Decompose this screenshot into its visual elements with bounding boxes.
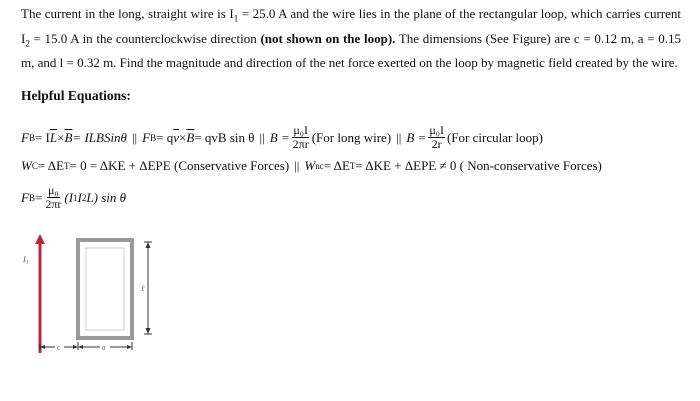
arrowhead-icon [78,345,83,349]
subscript: T [64,161,70,171]
separator: || [259,129,265,145]
eq-text: = I [34,129,50,145]
loop-wire-figure [20,228,170,353]
subscript: nc [315,161,324,171]
problem-emphasis: (not shown on the loop). [260,30,396,46]
eq-symbol: W [304,158,316,173]
problem-text-4: The dimensions (See Figure) are c = 0.12 m, a = 0.15 m, and l = 0.32 m. Find the magnitude and direction of the net force exerted on the loop by magnetic field created by the wire. [21,30,681,71]
subscript: 2 [25,38,30,49]
subscript: 2 [81,192,87,203]
label-a: a [102,343,106,352]
eq-vector: $\overline{B}$ [64,129,73,145]
eq-note: (Conservative Forces) [173,158,290,173]
eq-text: = ΔE [323,158,350,173]
eq-text: × [179,129,187,145]
eq-text: = ΔKE + ΔEPE ≠ 0 [355,158,457,173]
helpful-equations-heading: Helpful Equations: [21,88,131,103]
subscript: B [28,132,35,143]
subscript: B [150,132,157,143]
separator: || [396,129,402,145]
eq-vector: $\overline{v}$ [173,129,180,145]
separator: || [294,158,300,173]
eq-vector: $\overline{L}$ [49,129,58,145]
eq-text: B = [269,129,290,145]
current-arrow-icon [35,234,45,244]
problem-statement [21,4,681,72]
problem-text-2: = 25.0 A and the wire lies in the plane of the rectangular loop, which carries current I [21,6,681,46]
arrowhead-icon [73,345,78,349]
eq-note: (For circular loop) [446,129,543,145]
subscript: C [31,161,38,171]
eq-symbol: F [142,129,151,145]
eq-symbol: F [21,129,29,145]
equation-line-1 [21,124,543,151]
eq-symbol: W [21,158,32,173]
eq-text: (I [64,189,74,205]
equation-line-3 [21,184,126,211]
eq-note: (For long wire) [311,129,392,145]
subscript: 1 [73,192,78,203]
eq-text: I [77,189,82,205]
fraction-long-wire: $\frac{\text{μ₀I}}{2\pi r}$ [292,123,309,151]
eq-text: L) sin θ [86,189,127,205]
problem-text-1: The current in the long, straight wire is I [21,6,234,21]
eq-text: = ΔE [37,158,65,173]
problem-text-3: = 15.0 A in the counterclockwise direction [29,30,261,46]
eq-note: ( Non-conservative Forces) [459,158,602,173]
label-c: c [57,343,61,352]
arrowhead-icon [127,345,132,349]
arrowhead-icon [146,242,151,248]
eq-text: = [34,189,43,205]
eq-text: = ILBSinθ [72,129,127,145]
fraction-mu-over-2pir: $\frac{\text{μ₀}}{2\pi r}$ [45,183,62,211]
equation-line-2 [21,158,602,174]
label-i1: I₁ [23,255,29,264]
subscript: 1 [233,13,239,24]
loop-inner-edge [86,248,124,330]
eq-text: = qvB sin θ [194,129,255,145]
arrowhead-icon [146,328,151,334]
label-l: ℓ [141,284,145,293]
eq-text: B = [406,129,427,145]
fraction-circular-loop: $\frac{\text{μ₀I}}{2r}$ [429,123,444,151]
eq-symbol: F [21,189,29,205]
separator: || [131,129,138,145]
eq-vector: $\overline{B}$ [186,129,195,145]
eq-text: = q [156,129,174,145]
subscript: B [28,192,35,203]
eq-text: × [57,129,65,145]
eq-text: = 0 = ΔKE + ΔEPE [69,158,171,173]
subscript: T [349,161,356,171]
